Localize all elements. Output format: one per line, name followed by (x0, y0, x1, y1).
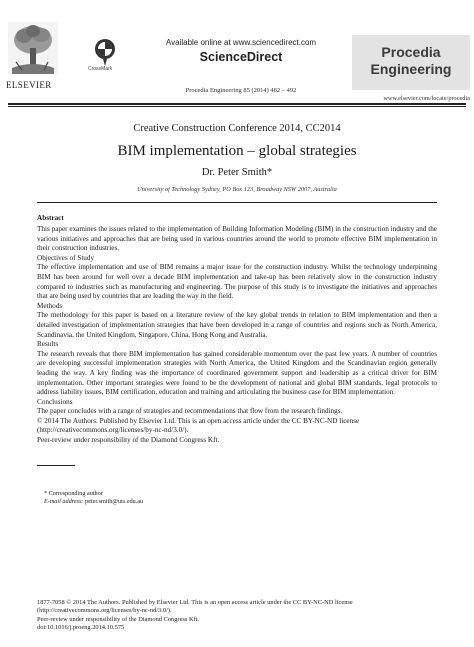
abstract-peer-review: Peer-review under responsibility of the Diamond Congress Kft. (37, 436, 220, 445)
available-online-text: Available online at www.sciencedirect.com (165, 38, 317, 47)
email-label: E-mail address: (44, 498, 84, 506)
abstract-body (37, 225, 437, 446)
footnote-rule (37, 465, 75, 466)
conclusions-heading: Conclusions (37, 397, 73, 406)
abstract-license-link[interactable]: (http://creativecommons.org/licenses/by-nc-nd/3.0/). (37, 426, 189, 435)
footer-peer-review: Peer-review under responsibility of the Diamond Congress Kft. (37, 615, 200, 623)
doi-link[interactable]: doi:10.1016/j.proeng.2014.10.575 (37, 624, 125, 632)
sciencedirect-logo: ScienceDirect (199, 50, 283, 64)
elsevier-tree-logo-icon (8, 22, 58, 74)
crossmark-label: CrossMark (88, 66, 113, 72)
journal-title-box (352, 35, 470, 90)
header-rule (8, 103, 466, 105)
footer-license-link[interactable]: (http://creativecommons.org/licenses/by-nc-nd/3.0/). (37, 607, 172, 615)
journal-title-line2: Engineering (370, 61, 452, 77)
email-address[interactable]: peter.smith@uts.edu.au (85, 498, 144, 506)
author-name: Dr. Peter Smith* (201, 167, 273, 178)
paper-title: BIM implementation – global strategies (117, 143, 357, 159)
issn-copyright: 1877-7058 © 2014 The Authors. Published by Elsevier Ltd. This is an open access article under the CC BY-NC-ND license (37, 599, 353, 606)
objectives-heading: Objectives of Study (37, 253, 95, 262)
journal-title-line1: Procedia (381, 44, 441, 60)
journal-reference: Procedia Engineering 85 (2014) 482 – 492 (185, 87, 297, 94)
header-rule-thin (8, 106, 466, 107)
abstract-intro: This paper examines the issues related to the implementation of Building Information Modeling (BIM) in the construction industry and the various initiatives and approaches that are being used in various countries around the world to promote effective BIM implementation in their construction industries. (37, 225, 437, 253)
crossmark-icon[interactable] (94, 38, 116, 68)
journal-url-link[interactable]: www.elsevier.com/locate/procedia (383, 95, 470, 102)
methods-heading: Methods (37, 301, 63, 310)
abstract-heading: Abstract (37, 214, 64, 222)
results-heading: Results (37, 340, 59, 349)
abstract-copyright: © 2014 The Authors. Published by Elsevier Ltd. This is an open access article under the CC BY-NC-ND license (37, 416, 360, 425)
email-line (44, 498, 143, 506)
abstract-top-rule (37, 202, 437, 203)
corresponding-author-note: * Corresponding author (44, 490, 103, 497)
article-info-footer (37, 599, 457, 633)
results-text: The research reveals that there BIM implementation has gained considerable momentum over the past few years. A number of countries are developing successful implementation strategies with North America, the United Kingdom and the Scandinavian region generally leading the way. A key finding was the importance of coordinated government support and leadership as a critical driver for BIM implementation. Other important strategies were found to be the development of national and global BIM standards, legal protocols to address liability issues, BIM certification, education and training and articulating the business case for BIM implementation. (37, 349, 437, 397)
journal-header (0, 0, 474, 104)
author-affiliation: University of Technology Sydney, PO Box 123, Broadway NSW 2007, Australia (137, 186, 337, 193)
footnote (44, 490, 143, 507)
objectives-text: The effective implementation and use of BIM remains a major issue for the construction industry. Whilst the technology underpinning BIM has been around for well over a decade BIM implementation and take-up has been relatively slow in the construction industry compared to industries such as manufacturing and engineering. The purpose of this study is to investigate the initiatives and approaches that are being used by countries that are leading the way in the field. (37, 263, 437, 301)
conference-name: Creative Construction Conference 2014, CC2014 (133, 123, 341, 134)
conclusions-text: The paper concludes with a range of strategies and recommendations that flow from the research findings. (37, 407, 343, 416)
publisher-name: ELSEVIER (6, 80, 52, 90)
methods-text: The methodology for this paper is based on a literature review of the key global trends in relation to BIM implementation and then a detailed investigation of implementation strategies that have been developed in a range of countries and regions such as North America, Scandinavia, the United Kingdom, Singapore, China, Hong Kong and Australia. (37, 311, 437, 339)
